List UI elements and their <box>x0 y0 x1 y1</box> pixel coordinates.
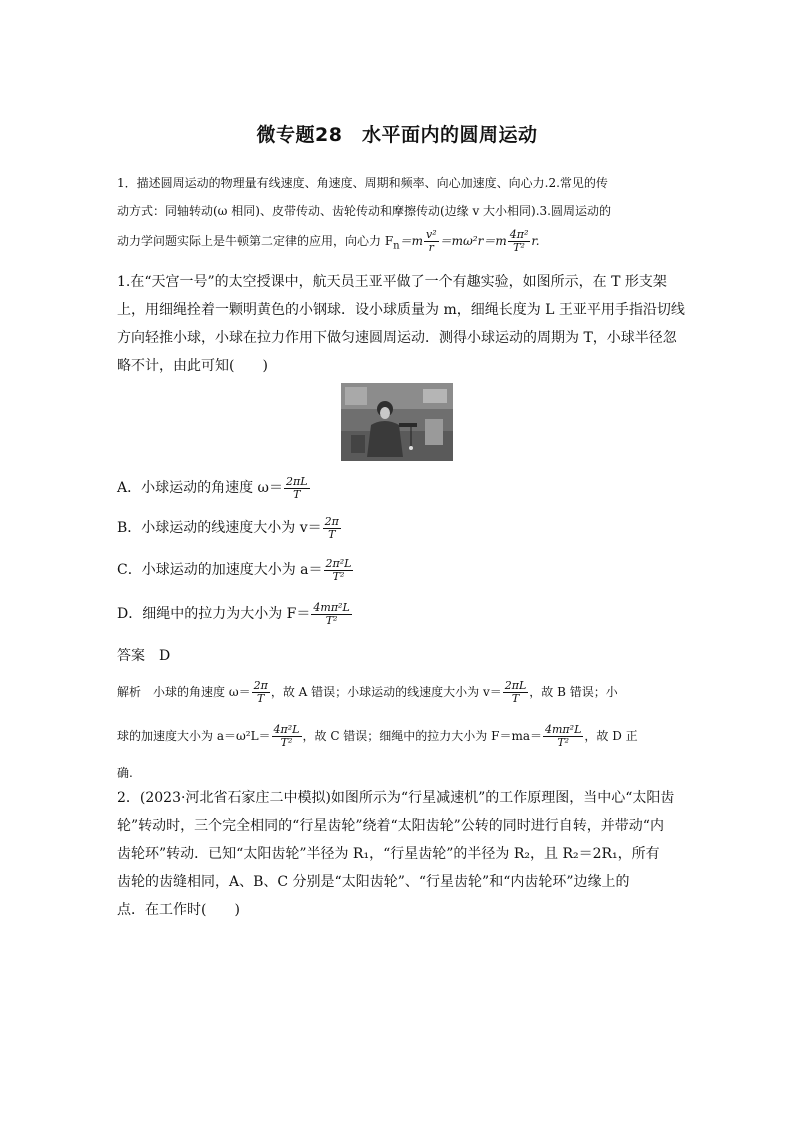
page-title: 微专题28 水平面内的圆周运动 <box>256 124 538 146</box>
analysis-line-3: 确. <box>117 766 133 780</box>
analysis-fraction-a: $\frac{\text{4π²L}}{\text{T²}}$ <box>273 723 300 749</box>
intro-line-2: 动方式：同轴转动(ω 相同)、皮带传动、齿轮传动和摩擦传动(边缘 v 大小相同).3.圆周运动的 <box>117 204 612 218</box>
q1-line-2: 上，用细绳拴着一颗明黄色的小钢球．设小球质量为 m，细绳长度为 L 王亚平用手指沿切线 <box>117 302 685 318</box>
question-2-stem <box>117 784 679 924</box>
intro-fraction-v2-r: $\frac{\text{v²}}{r}$ <box>426 228 437 254</box>
intro-summary <box>117 170 679 259</box>
question-1-stem <box>117 268 685 380</box>
analysis-fraction-f: $\frac{\text{4mπ²L}}{\text{T²}}$ <box>545 723 582 749</box>
option-c-fraction: $\frac{\text{2π²L}}{\text{T²}}$ <box>325 557 352 583</box>
intro-eq-part: ＝m <box>399 234 423 248</box>
intro-eq-part: ＝mω²r＝m <box>439 234 507 248</box>
q1-answer: 答案 D <box>117 648 171 664</box>
q1-analysis <box>117 672 679 786</box>
q1-option-b: B．小球运动的线速度大小为 v＝ $\frac{2\pi}{T}$ <box>117 515 339 541</box>
option-d-fraction: $\frac{\text{4mπ²L}}{\text{T²}}$ <box>313 601 350 627</box>
q2-line-2: 轮”转动时，三个完全相同的“行星齿轮”绕着“太阳齿轮”公转的同时进行自转，并带动“内 <box>117 818 664 834</box>
intro-subscript: n <box>393 240 400 252</box>
analysis-fraction-v: $\frac{2\pi L}{T}$ <box>504 679 527 705</box>
intro-line-3 <box>117 228 679 259</box>
q2-line-5: 点．在工作时( ) <box>117 902 240 918</box>
q1-option-a: A．小球运动的角速度 ω＝ $\frac{2\pi L}{T}$ <box>117 475 308 501</box>
q2-line-3: 齿轮环”转动．已知“太阳齿轮”半径为 R₁，“行星齿轮”的半径为 R₂，且 R₂＝2R₁，所有 <box>117 846 660 862</box>
q1-option-d: D．细绳中的拉力为大小为 F＝ $\frac{\text{4mπ²L}}{\text{T²}}$ <box>117 601 350 627</box>
q1-option-c: C．小球运动的加速度大小为 a＝ $\frac{\text{2π²L}}{\text{T²}}$ <box>117 557 352 583</box>
option-a-fraction: $\frac{2\pi L}{T}$ <box>285 475 308 501</box>
intro-line-1: 1．描述圆周运动的物理量有线速度、角速度、周期和频率、向心加速度、向心力.2.常见的传 <box>117 176 608 190</box>
intro-fraction-4pi2-t2: $\frac{\text{4π²}}{\text{T²}}$ <box>509 228 529 254</box>
option-b-fraction: $\frac{2\pi}{T}$ <box>324 515 339 541</box>
q2-line-4: 齿轮的齿缝相同，A、B、C 分别是“太阳齿轮”、“行星齿轮”和“内齿轮环”边缘上的 <box>117 874 630 890</box>
analysis-fraction-omega: $\frac{2\pi}{T}$ <box>253 679 268 705</box>
analysis-line-1: 解析 小球的角速度 ω＝ $\frac{2\pi}{T}$ ，故 A 错误；小球运动的线速度大小为 v＝ $\frac{2\pi L}{T}$ ，故 B 错误；小 <box>117 679 618 705</box>
analysis-line-2: 球的加速度大小为 a＝ω²L＝ $\frac{\text{4π²L}}{\text{T²}}$ ，故 C 错误；细绳中的拉力大小为 F＝ma＝ $\frac{\text{4mπ²L}}{\text{T²}}$ ，故 D 正 <box>117 723 638 749</box>
q1-line-1: 1.在“天宫一号”的太空授课中，航天员王亚平做了一个有趣实验，如图所示，在 T 形支架 <box>117 274 667 290</box>
intro-line-3-text: 动力学问题实际上是牛顿第二定律的应用，向心力 F <box>117 234 394 248</box>
q1-line-3: 方向轻推小球，小球在拉力作用下做匀速圆周运动．测得小球运动的周期为 T，小球半径忽 <box>117 330 677 346</box>
astronaut-photo <box>341 383 453 461</box>
intro-eq-end: r. <box>531 234 540 248</box>
q1-line-4: 略不计，由此可知( ) <box>117 358 268 374</box>
q2-line-1: 2．(2023·河北省石家庄二中模拟)如图所示为“行星减速机”的工作原理图，当中心“太阳齿 <box>117 790 675 806</box>
